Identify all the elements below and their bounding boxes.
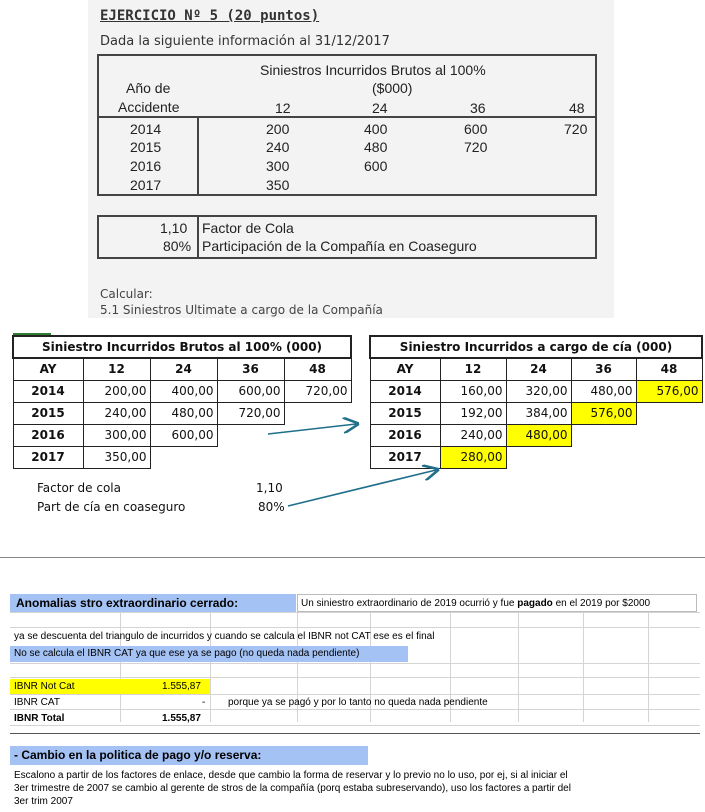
grid-line: [10, 725, 700, 726]
scan-caption-line1: Siniestros Incurridos Brutos al 100%: [260, 62, 486, 78]
net-year: 2017: [370, 446, 440, 468]
scan-col-header: 36: [470, 100, 486, 116]
grid-line: [10, 627, 700, 628]
arrow-to-net-table: [268, 424, 356, 434]
ibnr-cat-note: porque ya se pagó y por lo tanto no queda nada pendiente: [228, 697, 488, 708]
participation-value: 80%: [258, 500, 285, 514]
net-cell[interactable]: 192,00: [440, 402, 506, 424]
scan-col-header: 48: [569, 100, 585, 116]
anomaly-description: Un siniestro extraordinario de 2019 ocurrió y fue pagado en el 2019 por $2000: [301, 598, 651, 609]
net-cell[interactable]: 240,00: [440, 424, 506, 446]
scan-rowheader-line1: Año de: [126, 80, 171, 96]
gross-col-header: 48: [284, 358, 351, 380]
participation-label: Part de cía en coaseguro: [37, 500, 186, 514]
change-line-1: Escalono a partir de los factores de enlace, desde que cambio la forma de reservar y lo previo no lo uso, por ej, si al iniciar el: [14, 770, 568, 781]
scan-cell: 600: [364, 158, 388, 174]
scan-year: 2015: [130, 139, 162, 155]
exercise-intro: Dada la siguiente información al 31/12/2017: [100, 34, 390, 49]
grid-line: [10, 612, 700, 613]
factor-cola-label: Factor de cola: [37, 481, 121, 495]
change-line-2: 3er trimestre de 2007 se cambio al gerente de stros de la compañía (porq estaba subreservando), uso los factores a partir del: [14, 783, 571, 794]
net-cell-highlighted[interactable]: 280,00: [440, 446, 506, 468]
net-ay-header: AY: [370, 358, 440, 380]
scan-cell: 300: [266, 158, 290, 174]
calc-label: Calcular:: [100, 287, 153, 301]
scan-cell: 720: [464, 139, 488, 155]
net-cell-highlighted[interactable]: 576,00: [571, 402, 636, 424]
scan-cell: 240: [266, 139, 290, 155]
grid-line: [10, 677, 700, 678]
net-cell[interactable]: 384,00: [506, 402, 571, 424]
gross-cell[interactable]: 240,00: [83, 402, 150, 424]
scan-year: 2014: [130, 121, 162, 137]
gross-year: 2015: [13, 402, 83, 424]
grid-col-line: [120, 612, 121, 722]
gross-cell[interactable]: 350,00: [83, 446, 150, 468]
gross-cell[interactable]: 200,00: [83, 380, 150, 402]
net-cell[interactable]: 320,00: [506, 380, 571, 402]
arrow-from-participation: [288, 470, 436, 506]
note-line-2: No se calcula el IBNR CAT ya que ese ya se pago (no queda nada pendiente): [14, 648, 360, 659]
ibnr-not-cat-label: IBNR Not Cat: [14, 681, 75, 692]
change-line-3: 3er trim 2007: [14, 796, 73, 807]
scan-factor-value: 1,10: [160, 220, 188, 236]
scan-cell: 480: [364, 139, 388, 155]
gross-cell[interactable]: 600,00: [217, 380, 284, 402]
scan-rowheader-line2: Accidente: [118, 99, 180, 115]
scan-cell: 350: [266, 177, 290, 193]
gross-col-header: 12: [83, 358, 150, 380]
grid-col-line: [210, 612, 211, 722]
gross-col-header: 36: [217, 358, 284, 380]
note-line-1: ya se descuenta del triangulo de incurridos y cuando se calcula el IBNR not CAT ese es el final: [14, 631, 435, 642]
grid-line: [10, 663, 700, 664]
scan-year: 2017: [130, 177, 162, 193]
net-table-title: Siniestro Incurridos a cargo de cía (000): [370, 336, 702, 358]
net-cell-highlighted[interactable]: 480,00: [506, 424, 571, 446]
ibnr-total-value: 1.555,87: [162, 713, 201, 724]
scan-col-header: 12: [275, 100, 291, 116]
grid-line-dark: [10, 733, 700, 734]
section-separator: [0, 557, 705, 558]
grid-col-line: [648, 612, 649, 722]
gross-year: 2014: [13, 380, 83, 402]
scan-factor-label: Factor de Cola: [202, 220, 294, 236]
gross-cell[interactable]: 720,00: [217, 402, 284, 424]
scan-cell: 720: [564, 121, 588, 137]
ibnr-cat-label: IBNR CAT: [14, 697, 60, 708]
scan-cell: 400: [364, 121, 388, 137]
gross-ay-header: AY: [13, 358, 83, 380]
grid-line: [10, 709, 700, 710]
scan-cell: 600: [464, 121, 488, 137]
net-col-header: 12: [440, 358, 506, 380]
net-col-header: 24: [506, 358, 571, 380]
ibnr-cat-value: -: [202, 697, 206, 708]
gross-cell[interactable]: 480,00: [150, 402, 217, 424]
scan-year: 2016: [130, 158, 162, 174]
net-col-header: 36: [571, 358, 636, 380]
net-col-header: 48: [636, 358, 702, 380]
change-title: - Cambio en la politica de pago y/o reserva:: [14, 748, 262, 762]
grid-line: [10, 694, 700, 695]
net-cell-highlighted[interactable]: 576,00: [636, 380, 702, 402]
net-cell[interactable]: 480,00: [571, 380, 636, 402]
scan-factor-label: Participación de la Compañía en Coaseguro: [202, 238, 477, 254]
factor-cola-value: 1,10: [256, 481, 283, 495]
gross-table-title: Siniestro Incurridos Brutos al 100% (000): [13, 336, 351, 358]
anomaly-title: Anomalias stro extraordinario cerrado:: [16, 596, 239, 610]
gross-cell[interactable]: 600,00: [150, 424, 217, 446]
gross-cell[interactable]: 400,00: [150, 380, 217, 402]
gross-year: 2016: [13, 424, 83, 446]
calc-item: 5.1 Siniestros Ultimate a cargo de la Compañía: [100, 303, 383, 317]
net-year: 2015: [370, 402, 440, 424]
gross-col-header: 24: [150, 358, 217, 380]
gross-year: 2017: [13, 446, 83, 468]
net-year: 2014: [370, 380, 440, 402]
scan-col-header: 24: [372, 100, 388, 116]
gross-cell[interactable]: 720,00: [284, 380, 351, 402]
scan-cell: 200: [266, 121, 290, 137]
grid-col-line: [518, 612, 519, 722]
exercise-title: EJERCICIO Nº 5 (20 puntos): [100, 8, 320, 24]
ibnr-not-cat-value: 1.555,87: [162, 681, 201, 692]
gross-cell[interactable]: 300,00: [83, 424, 150, 446]
grid-col-line: [583, 612, 584, 722]
net-year: 2016: [370, 424, 440, 446]
scan-factor-value: 80%: [163, 238, 192, 254]
scan-caption-line2: ($000): [372, 80, 413, 96]
net-cell[interactable]: 160,00: [440, 380, 506, 402]
ibnr-total-label: IBNR Total: [14, 713, 65, 724]
